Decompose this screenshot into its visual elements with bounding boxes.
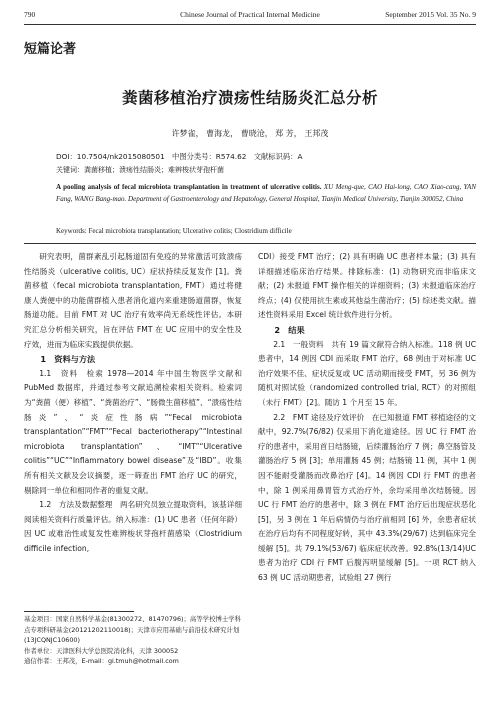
- authors: 许梦雀， 曹海龙， 曹晓沧， 郑 芳， 王邦茂: [171, 129, 329, 138]
- doi-line: DOI：10.7504/nk2015080501 中图分类号：R574.62 文献标识码：A: [56, 152, 303, 161]
- left-column: [24, 250, 242, 606]
- journal-name: Chinese Journal of Practical Internal Medicine: [180, 10, 320, 19]
- footnote: [24, 614, 242, 667]
- footnote-affiliation: 作者单位：天津医科大学总医院消化科，天津 300052: [24, 646, 179, 655]
- footnote-funding: 基金项目：国家自然科学基金(81300272、81470796)；高等学校博士学科点专项科研基金(20121202110018)；天津市应用基础与前沿技术研究计划(13JCQNJC10600): [24, 615, 242, 644]
- page-title: 粪菌移植治疗溃疡性结肠炎汇总分析: [121, 89, 378, 107]
- paragraph-1-2: 1.2 方法及数据整理 两名研究员独立提取资料，该基详细阅读相关资料行质量评估。纳入标准：(1) UC 患者（任何年龄）因 UC 或难治性或复发性难辨梭状芽孢杆菌感染（Clostridium difficile infection,: [24, 500, 242, 553]
- english-authors: XU Meng-que, CAO Hai-long, CAO Xiao-cang, YAN Fang, WANG Bang-mao.: [56, 183, 477, 203]
- paragraph-2-2: 2.2 FMT 途径及疗效评价 在已知报道 FMT 移植途径的文献中，92.7%(76/82) 仅采用下消化道途径。因 UC 行 FMT 治疗的患者中，采用首日结肠镜，后续灌肠治疗 7 例；鼻空肠管及灌肠治疗 5 例 [3]；单用灌肠 45 例；结肠镜 11 例，其中 1 例因不能耐受灌肠而改鼻治疗 [4]。14 例因 CDI 行 FMT 的患者中，除 1 例采用鼻胃管方式治疗外，余均采用单次结肠镜。因 UC 行 FMT 治疗的患者中，除 3 例在 FMT 治疗后出现症状恶化 [5]，另 3 例在 1 年后病情仍与治疗前相同 [6] 外，余患者症状在治疗后均有不同程度好转，其中 43.3%(29/67) 达到临床完全缓解 [5]。共 79.1%(53/67) 临床症状改善。92.8%(13/14)UC 患者为治疗 CDI 行 FMT 后腹泻明显缓解 [5]。一项 RCT 纳入 63 例 UC 活动期患者，试验组 27 例行: [258, 412, 476, 583]
- section-tag: 短篇论著: [24, 42, 77, 57]
- section-2-heading: 2 结果: [274, 324, 305, 335]
- issue-info: September 2015 Vol. 35 No. 9: [385, 10, 476, 19]
- footnote-correspondence: 通信作者：王邦茂，E-mail：gi.tmuh@hotmail.com: [24, 657, 179, 665]
- page-number: 790: [24, 10, 36, 19]
- intro-paragraph: 研究表明，菌群紊乱引起肠道固有免疫的异常激活可致溃疡性结肠炎（ulcerative colitis, UC）症状持续反复发作 [1]。粪菌移植（fecal microbiota transplantation, FMT）通过将健康人粪便中的功能菌群植入患者消化道内来重建肠道菌群，恢复肠道功能。目前 FMT 对 UC 治疗有效率尚无系统性评估。本研究汇总分析相关研究，旨在评估 FMT 在 UC 应用中的安全性及疗效，进而为临床实践提供依据。: [24, 252, 242, 349]
- abstract-rule: [24, 243, 476, 244]
- english-abstract: [56, 182, 476, 205]
- right-column: [258, 250, 476, 698]
- english-keywords: Keywords: Fecal microbiota transplantation; Ulcerative colitis; Clostridium difficile: [56, 227, 292, 235]
- english-title: A pooling analysis of fecal microbiota transplantation in treatment of ulcerative colitis.: [56, 183, 322, 191]
- paragraph-2-1: 2.1 一般资料 共有 19 篇文献符合纳入标准。118 例 UC 患者中，14 例因 CDI 而采取 FMT 治疗，68 例由于对标准 UC 治疗效果不佳、症状反复或 UC 活动期而接受 FMT，另 36 例为随机对照试验（randomized controlled trial, RCT）的对照组（未行 FMT）[2]。随访 1 个月至 15 年。: [258, 339, 476, 407]
- footnote-rule: [24, 611, 134, 612]
- criteria-paragraph: CDI）接受 FMT 治疗；(2) 具有明确 UC 患者样本量；(3) 具有详细描述临床治疗结果。排除标准：(1) 动物研究而非临床文献；(2) 未报道 FMT 操作相关的详细资料；(3) 未报道临床治疗终点；(4) 仅使用抗生素或其他益生菌治疗；(5) 综述类文献。描述性资料采用 Excel 统计软件进行分析。: [258, 252, 476, 320]
- section-1-heading: 1 资料与方法: [40, 354, 96, 365]
- english-affiliation: Department of Gastroenterology and Hepatology, General Hospital, Tianjin Medical University, Tianjin 300052, China: [128, 194, 464, 203]
- keywords-cn: 关键词：粪菌移植；溃疡性结肠炎；难辨梭状芽孢杆菌: [56, 166, 224, 174]
- paragraph-1-1: 1.1 资料 检索 1978—2014 年中国生物医学文献和 PubMed 数据库，并通过参考文献追溯检索相关资料。检索词为“粪菌（便）移植”、“粪菌治疗”、“肠微生菌移植”、“溃疡性结肠炎”、“炎症性肠病”“Fecal microbiota transplantation”“FMT”“Fecal bacteriotherapy”“Intestinal microbiota transplantation”、“IMT”“Ulcerative colitis”“UC”“Inflammatory bowel disease”及“IBD”。收集所有相关文献及会议摘要，逐一筛查出 FMT 治疗 UC 的研究，剔除同一单位和相同作者的重复文献。: [24, 368, 242, 495]
- header-rule: [24, 24, 476, 25]
